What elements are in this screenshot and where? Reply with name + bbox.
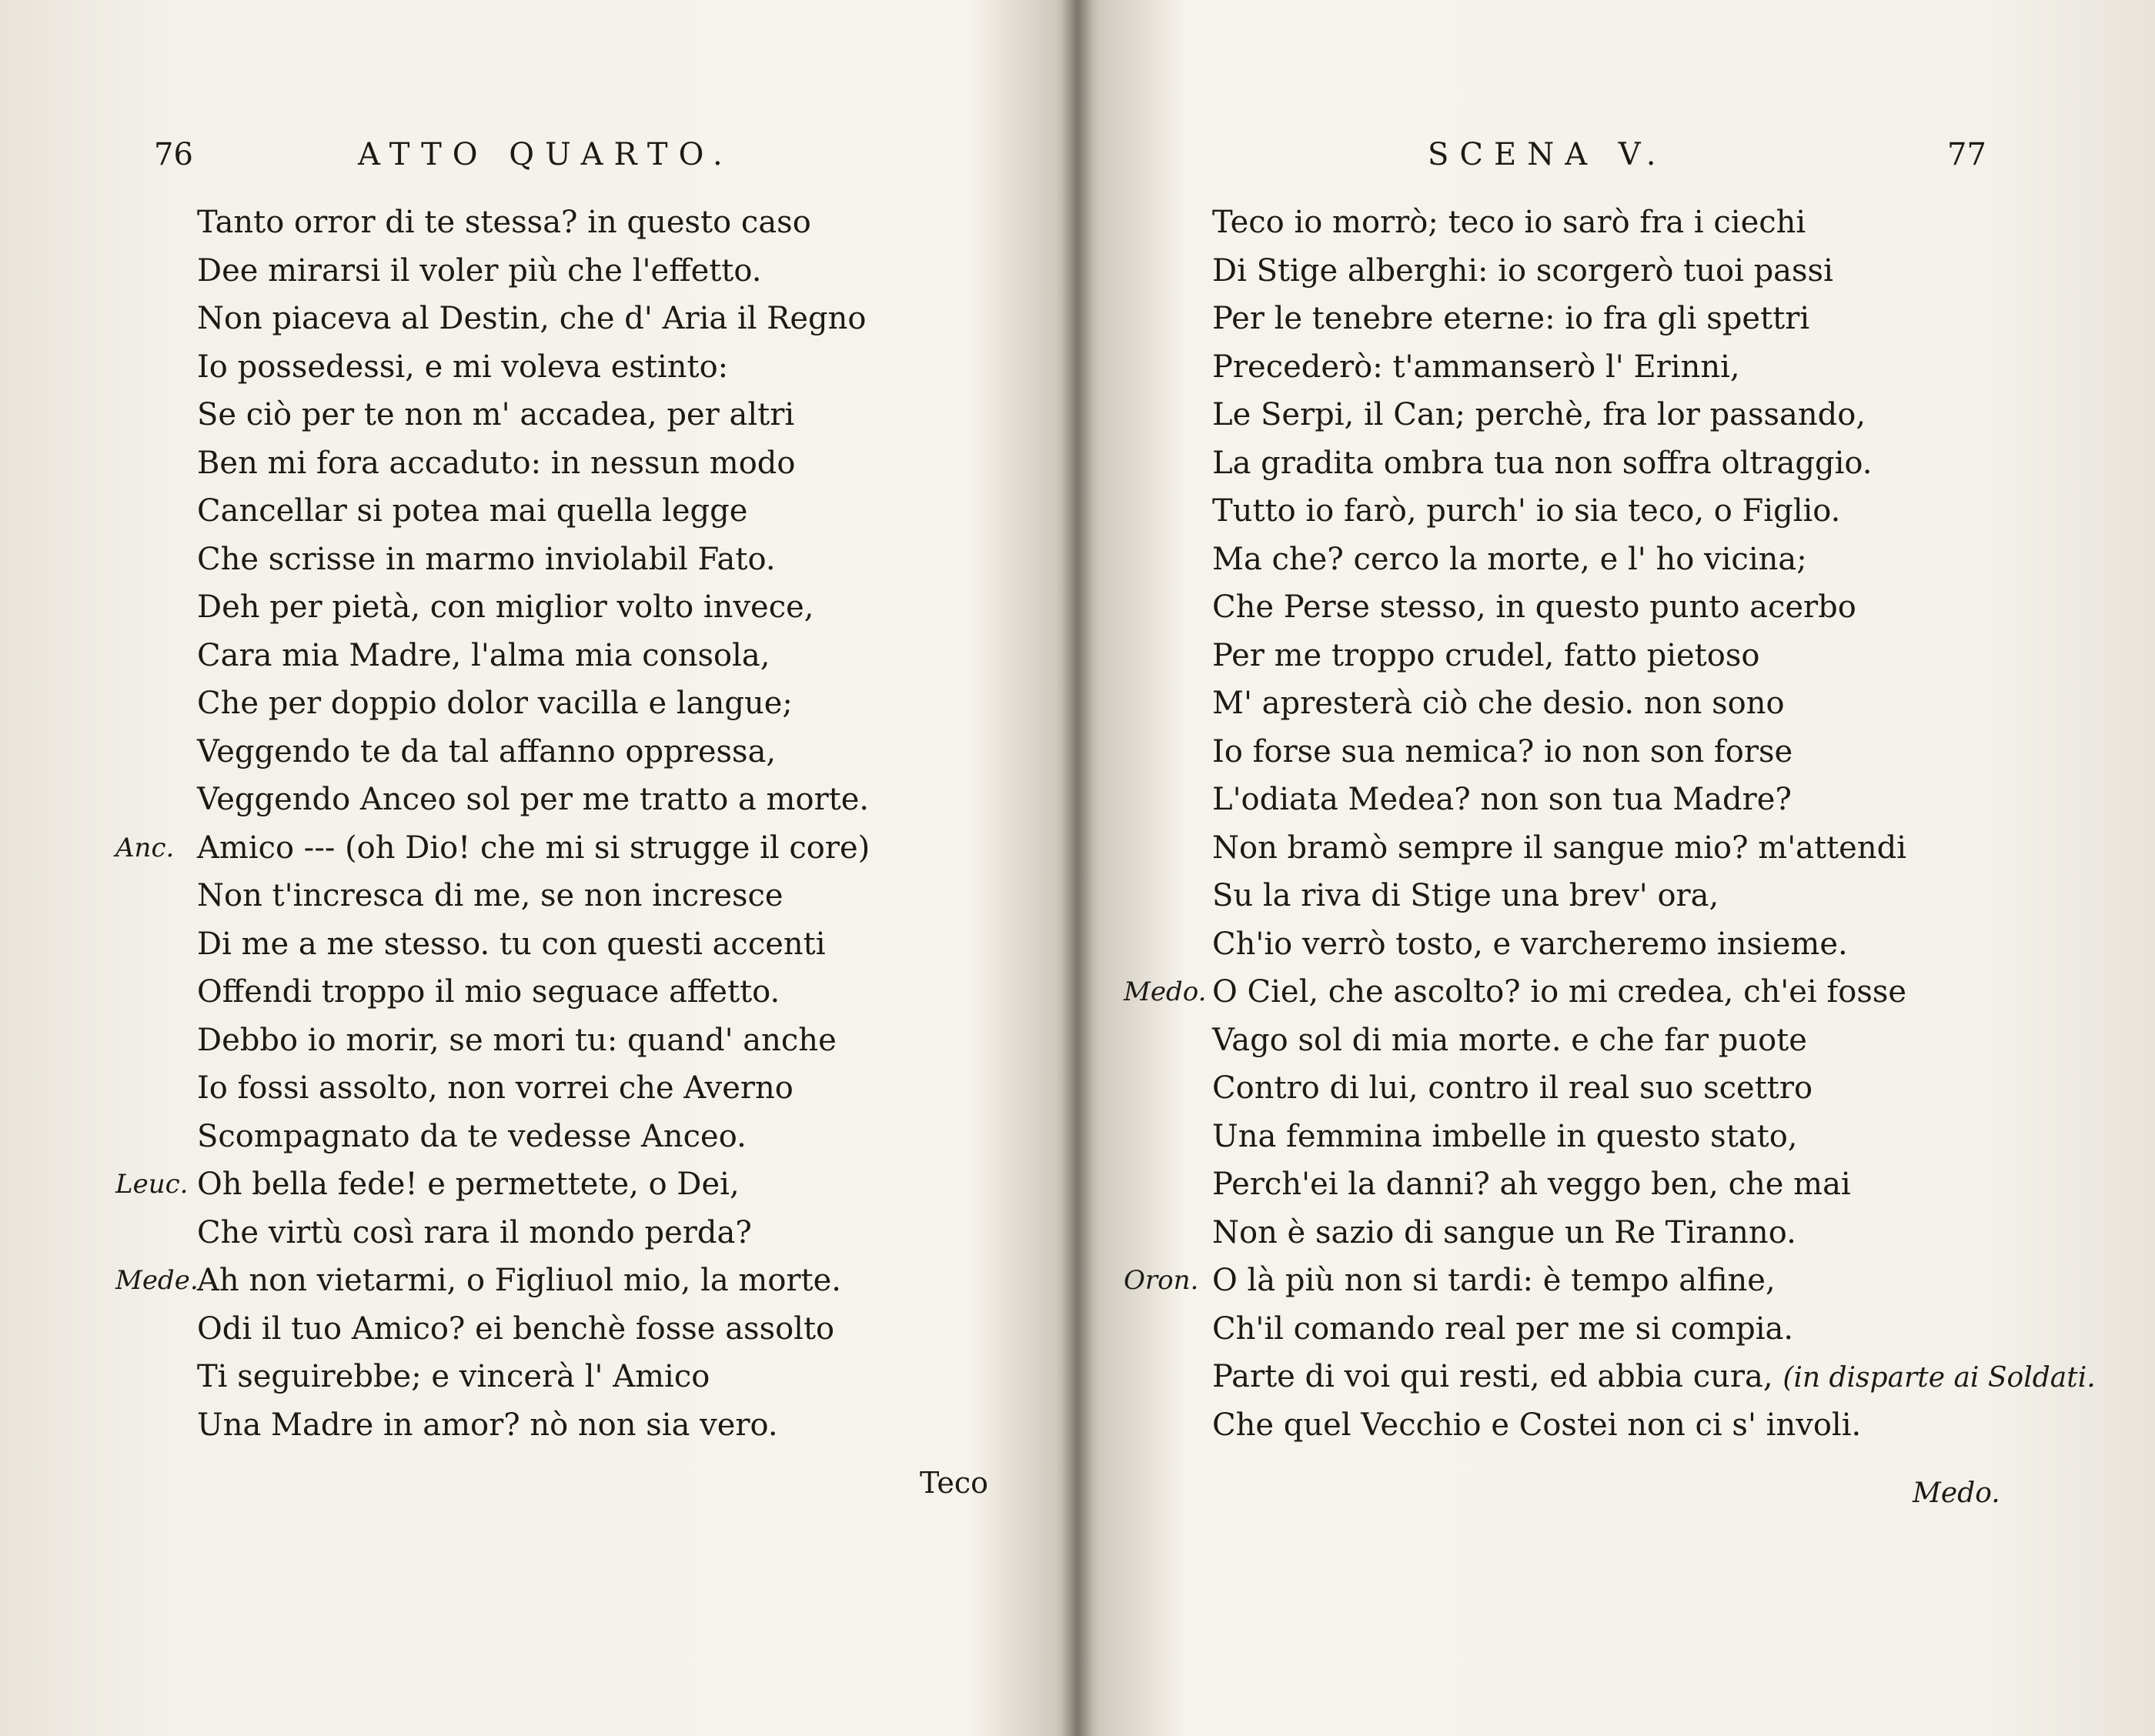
verse-line — [115, 1305, 1008, 1354]
verse-line — [1124, 295, 2124, 343]
verse-line — [1124, 632, 2124, 680]
verse-text: Veggendo Anceo sol per me tratto a morte. — [197, 782, 870, 817]
right-running-head: SCENA V. — [1428, 137, 1667, 172]
verse-line — [115, 1160, 1008, 1209]
left-catchword: Teco — [920, 1466, 989, 1500]
verse-text: Offendi troppo il mio seguace affetto. — [197, 974, 780, 1010]
verse-text: Ben mi fora accaduto: in nessun modo — [197, 445, 796, 481]
verse-line — [115, 583, 1008, 632]
left-verse-block — [115, 199, 1008, 1449]
verse-line — [1124, 1017, 2124, 1065]
verse-text: Tutto io farò, purch' io sia teco, o Figlio. — [1212, 493, 1841, 529]
verse-text: Dee mirarsi il voler più che l'effetto. — [197, 252, 762, 289]
verse-text: Le Serpi, il Can; perchè, fra lor passando, — [1212, 397, 1866, 432]
verse-line — [115, 536, 1008, 584]
verse-line — [115, 679, 1008, 728]
verse-line — [1124, 776, 2124, 824]
verse-text: Cara mia Madre, l'alma mia consola, — [197, 637, 770, 673]
speaker-name: Oron. — [1124, 1265, 1199, 1296]
verse-line — [1124, 199, 2124, 247]
right-page — [1085, 0, 2155, 1736]
verse-text: M' apresterà ciò che desio. non sono — [1212, 686, 1785, 721]
verse-line — [115, 968, 1008, 1017]
verse-line — [1124, 1064, 2124, 1113]
verse-line — [115, 199, 1008, 247]
verse-text: Io possedessi, e mi voleva estinto: — [197, 349, 729, 385]
right-catchword: Medo. — [1913, 1477, 2000, 1509]
speaker-name: Leuc. — [115, 1169, 189, 1200]
verse-line — [1124, 1160, 2124, 1209]
verse-line — [1124, 872, 2124, 920]
left-page-number: 76 — [154, 137, 193, 172]
verse-text: Che scrisse in marmo inviolabil Fato. — [197, 541, 776, 577]
verse-line — [115, 776, 1008, 824]
verse-text: Teco io morrò; teco io sarò fra i ciechi — [1212, 205, 1806, 240]
verse-text: Ch'io verrò tosto, e varcheremo insieme. — [1212, 926, 1848, 962]
verse-text: L'odiata Medea? non son tua Madre? — [1212, 782, 1792, 817]
verse-line — [115, 343, 1008, 392]
verse-text: Non t'incresca di me, se non increscе — [197, 878, 783, 913]
speaker-name: Medo. — [1124, 976, 1207, 1007]
verse-text: Ah non vietarmi, o Figliuol mio, la morte. — [197, 1263, 842, 1298]
verse-text: Che quel Vecchio e Costei non ci s' involi. — [1212, 1407, 1862, 1443]
verse-line — [1124, 391, 2124, 439]
verse-line — [1124, 343, 2124, 392]
verse-line — [1124, 1257, 2124, 1305]
verse-text: Io forse sua nemica? io non son forse — [1212, 733, 1793, 770]
verse-text: Tanto orror di te stessa? in questo caso — [197, 205, 811, 240]
verse-line — [115, 391, 1008, 439]
right-verse-block — [1124, 199, 2124, 1449]
verse-line — [1124, 1305, 2124, 1354]
right-page-number: 77 — [1947, 137, 1986, 172]
verse-line — [1124, 728, 2124, 776]
verse-line — [115, 1064, 1008, 1113]
verse-line — [1124, 968, 2124, 1017]
verse-text: Veggendo te da tal affanno oppressa, — [197, 733, 777, 770]
stage-direction: (in disparte ai Soldati. — [1782, 1362, 2096, 1394]
verse-text: Non bramò sempre il sangue mio? m'attendi — [1212, 830, 1907, 866]
verse-text: Che Perse stesso, in questo punto acerbo — [1212, 589, 1856, 625]
verse-line — [115, 295, 1008, 343]
verse-text: Cancellar si potea mai quella legge — [197, 493, 748, 529]
verse-text: Non è sazio di sangue un Re Tiranno. — [1212, 1214, 1796, 1250]
verse-line — [115, 1257, 1008, 1305]
verse-line — [1124, 1401, 2124, 1450]
verse-line — [1124, 247, 2124, 295]
verse-text: O Ciel, che ascolto? io mi credea, ch'ei fosse — [1212, 974, 1907, 1010]
verse-text: Odi il tuo Amico? ei benchè fosse assolto — [197, 1310, 835, 1347]
verse-line — [115, 728, 1008, 776]
verse-text: Ti seguirebbe; e vincerà l' Amico — [197, 1359, 710, 1394]
verse-line — [115, 439, 1008, 488]
verse-line — [115, 247, 1008, 295]
verse-line — [1124, 920, 2124, 969]
verse-line — [115, 824, 1008, 873]
verse-line — [1124, 439, 2124, 488]
verse-line — [1124, 583, 2124, 632]
verse-line — [1124, 1353, 2124, 1401]
speaker-name: Mede. — [115, 1265, 199, 1296]
verse-line — [115, 872, 1008, 920]
speaker-name: Anc. — [115, 832, 175, 863]
verse-line — [1124, 824, 2124, 873]
verse-line — [1124, 487, 2124, 536]
verse-text: Deh per pietà, con miglior volto invece, — [197, 589, 814, 625]
verse-text: Ch'il comando real per me si compia. — [1212, 1310, 1794, 1347]
verse-line — [115, 1401, 1008, 1450]
verse-text: Se ciò per te non m' accadea, per altri — [197, 397, 795, 432]
verse-line — [1124, 1113, 2124, 1161]
verse-text: Vago sol di mia morte. e che far puote — [1212, 1022, 1807, 1058]
verse-line — [115, 632, 1008, 680]
verse-text: Che per doppio dolor vacilla e langue; — [197, 686, 793, 721]
verse-line — [115, 1113, 1008, 1161]
verse-line — [1124, 679, 2124, 728]
verse-line — [1124, 1209, 2124, 1257]
verse-text: Di Stige alberghi: io scorgerò tuoi passi — [1212, 252, 1833, 289]
verse-text: Parte di voi qui resti, ed abbia cura, — [1212, 1359, 1773, 1394]
verse-line — [115, 1353, 1008, 1401]
verse-text: Non piaceva al Destin, che d' Aria il Regno — [197, 301, 867, 336]
verse-line — [115, 1017, 1008, 1065]
verse-text: Che virtù così rara il mondo perda? — [197, 1214, 752, 1250]
verse-text: Io fossi assolto, non vorrei che Averno — [197, 1070, 794, 1106]
verse-text: Per le tenebre eterne: io fra gli spettri — [1212, 301, 1810, 336]
verse-text: O là più non si tardi: è tempo alfine, — [1212, 1263, 1776, 1298]
verse-text: Su la riva di Stige una brev' ora, — [1212, 878, 1719, 913]
verse-text: Scompagnato da te vedesse Anceo. — [197, 1118, 747, 1154]
verse-text: La gradita ombra tua non soffra oltraggio. — [1212, 445, 1873, 481]
verse-text: Di me a me stesso. tu con questi accenti — [197, 926, 826, 962]
verse-line — [115, 1209, 1008, 1257]
verse-text: Una femmina imbelle in questo stato, — [1212, 1118, 1798, 1154]
verse-text: Una Madre in amor? nò non sia vero. — [197, 1407, 778, 1443]
left-page — [0, 0, 1070, 1736]
verse-line — [115, 487, 1008, 536]
verse-text: Contro di lui, contro il real suo scettro — [1212, 1070, 1813, 1106]
verse-text: Per me troppo crudel, fatto pietoso — [1212, 637, 1760, 673]
left-running-head: ATTO QUARTO. — [358, 137, 733, 172]
verse-text: Amico --- (oh Dio! che mi si strugge il core) — [197, 830, 870, 866]
verse-text: Debbo io morir, se mori tu: quand' anche — [197, 1022, 837, 1058]
verse-text: Perch'ei la danni? ah veggo ben, che mai — [1212, 1167, 1851, 1202]
verse-text: Oh bella fede! e permettete, o Dei, — [197, 1167, 740, 1202]
verse-text: Ma che? cerco la morte, e l' ho vicina; — [1212, 541, 1807, 577]
verse-text: Precederò: t'ammanserò l' Erinni, — [1212, 349, 1740, 385]
verse-line — [115, 920, 1008, 969]
verse-line — [1124, 536, 2124, 584]
